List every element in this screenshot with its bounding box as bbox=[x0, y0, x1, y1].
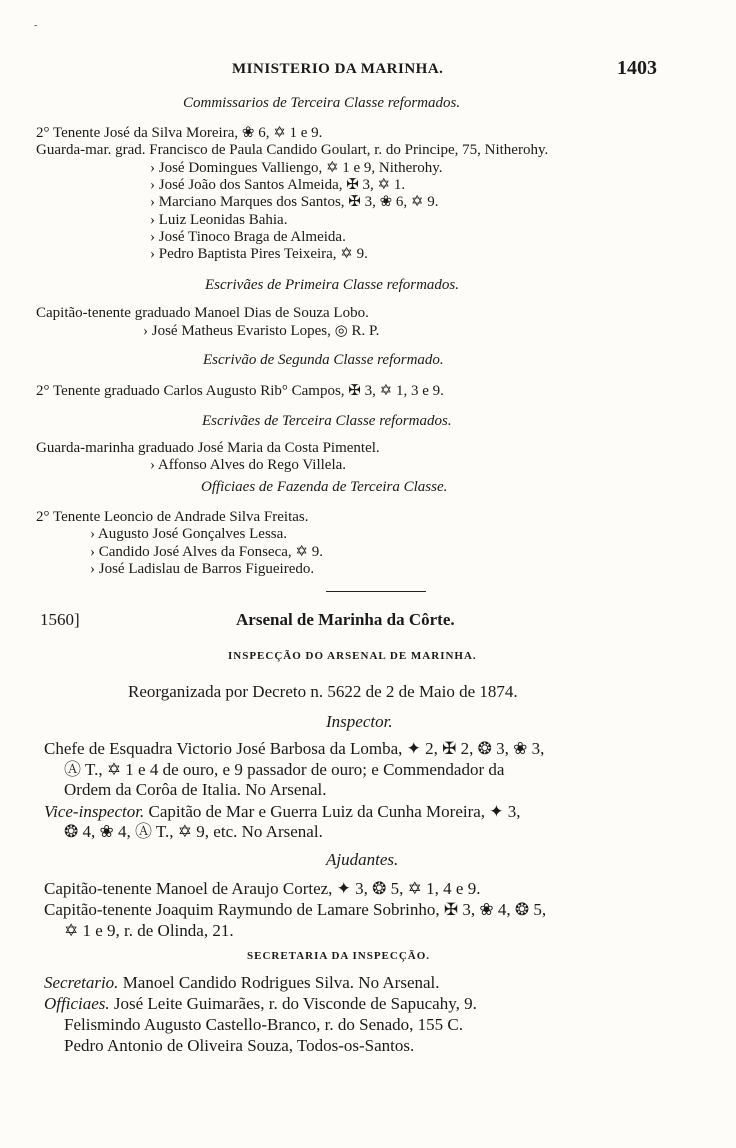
list-item: › José Domingues Valliengo, ✡ 1 e 9, Nitherohy. bbox=[150, 160, 443, 176]
list-item: › Pedro Baptista Pires Teixeira, ✡ 9. bbox=[150, 246, 368, 262]
vice-inspector-entry: ❂ 4, ❀ 4, Ⓐ T., ✡ 9, etc. No Arsenal. bbox=[64, 822, 323, 841]
section-heading-commissarios: Commissarios de Terceira Classe reformados. bbox=[183, 95, 461, 111]
officiaes-entry: Pedro Antonio de Oliveira Souza, Todos-os-Santos. bbox=[64, 1036, 415, 1055]
vice-inspector-label: Vice-inspector. bbox=[44, 802, 145, 821]
list-item: › José Ladislau de Barros Figueiredo. bbox=[90, 561, 315, 577]
list-item: 2° Tenente graduado Carlos Augusto Rib° Campos, ✠ 3, ✡ 1, 3 e 9. bbox=[36, 383, 444, 399]
page-title: MINISTERIO DA MARINHA. bbox=[232, 61, 444, 77]
secretario-label: Secretario. bbox=[44, 973, 119, 992]
inspector-entry: Chefe de Esquadra Victorio José Barbosa da Lomba, ✦ 2, ✠ 2, ❂ 3, ❀ 3, bbox=[44, 739, 545, 758]
officiaes-entry: Felismindo Augusto Castello-Branco, r. do Senado, 155 C. bbox=[64, 1015, 464, 1034]
section-heading-escrivaes-primeira: Escrivães de Primeira Classe reformados. bbox=[205, 277, 460, 293]
list-item: › Affonso Alves do Rego Villela. bbox=[150, 457, 347, 473]
page-number: 1403 bbox=[617, 57, 657, 79]
section-heading-officiaes-fazenda: Officiaes de Fazenda de Terceira Classe. bbox=[201, 479, 448, 495]
decree-line: Reorganizada por Decreto n. 5622 de 2 de Maio de 1874. bbox=[128, 682, 518, 701]
inspector-entry: Ⓐ T., ✡ 1 e 4 de ouro, e 9 passador de ouro; e Commendador da bbox=[64, 760, 505, 779]
list-item: › Luiz Leonidas Bahia. bbox=[150, 212, 288, 228]
secretario-entry bbox=[44, 974, 440, 991]
list-item: 2° Tenente Leoncio de Andrade Silva Freitas. bbox=[36, 509, 309, 525]
vice-inspector-entry bbox=[44, 803, 521, 820]
ajudante-entry: ✡ 1 e 9, r. de Olinda, 21. bbox=[64, 921, 234, 940]
inspector-entry: Ordem da Corôa de Italia. No Arsenal. bbox=[64, 780, 327, 799]
inspector-heading: Inspector. bbox=[326, 712, 393, 731]
corner-mark: ˜ bbox=[34, 24, 38, 35]
list-item: › José João dos Santos Almeida, ✠ 3, ✡ 1. bbox=[150, 177, 406, 193]
secretaria-heading: SECRETARIA DA INSPECÇÃO. bbox=[247, 950, 431, 962]
list-item: 2° Tenente José da Silva Moreira, ❀ 6, ✡ 1 e 9. bbox=[36, 125, 323, 141]
arsenal-subtitle: INSPECÇÃO DO ARSENAL DE MARINHA. bbox=[228, 650, 477, 662]
list-item: Capitão-tenente graduado Manoel Dias de Souza Lobo. bbox=[36, 305, 369, 321]
list-item: › Candido José Alves da Fonseca, ✡ 9. bbox=[90, 544, 323, 560]
list-item: › Augusto José Gonçalves Lessa. bbox=[90, 526, 288, 542]
list-item: Guarda-mar. grad. Francisco de Paula Candido Goulart, r. do Principe, 75, Nitherohy. bbox=[36, 142, 549, 158]
list-item: › Marciano Marques dos Santos, ✠ 3, ❀ 6, ✡ 9. bbox=[150, 194, 439, 210]
vice-inspector-text: Capitão de Mar e Guerra Luiz da Cunha Moreira, ✦ 3, bbox=[144, 802, 521, 821]
entry-number: 1560] bbox=[40, 610, 80, 629]
list-item: Guarda-marinha graduado José Maria da Costa Pimentel. bbox=[36, 440, 380, 456]
ajudantes-heading: Ajudantes. bbox=[326, 850, 399, 869]
ajudante-entry: Capitão-tenente Joaquim Raymundo de Lamare Sobrinho, ✠ 3, ❀ 4, ❂ 5, bbox=[44, 900, 547, 919]
arsenal-title: Arsenal de Marinha da Côrte. bbox=[236, 610, 455, 629]
officiaes-label: Officiaes. bbox=[44, 994, 110, 1013]
section-heading-escrivao-segunda: Escrivão de Segunda Classe reformado. bbox=[203, 352, 444, 368]
ajudante-entry: Capitão-tenente Manoel de Araujo Cortez, ✦ 3, ❂ 5, ✡ 1, 4 e 9. bbox=[44, 879, 481, 898]
officiaes-entry bbox=[44, 995, 477, 1012]
officiaes-text: José Leite Guimarães, r. do Visconde de Sapucahy, 9. bbox=[109, 994, 477, 1013]
list-item: › José Tinoco Braga de Almeida. bbox=[150, 229, 346, 245]
list-item: › José Matheus Evaristo Lopes, ◎ R. P. bbox=[143, 323, 380, 339]
secretario-text: Manoel Candido Rodrigues Silva. No Arsenal. bbox=[118, 973, 440, 992]
section-heading-escrivaes-terceira: Escrivães de Terceira Classe reformados. bbox=[202, 413, 452, 429]
section-divider bbox=[326, 591, 426, 592]
